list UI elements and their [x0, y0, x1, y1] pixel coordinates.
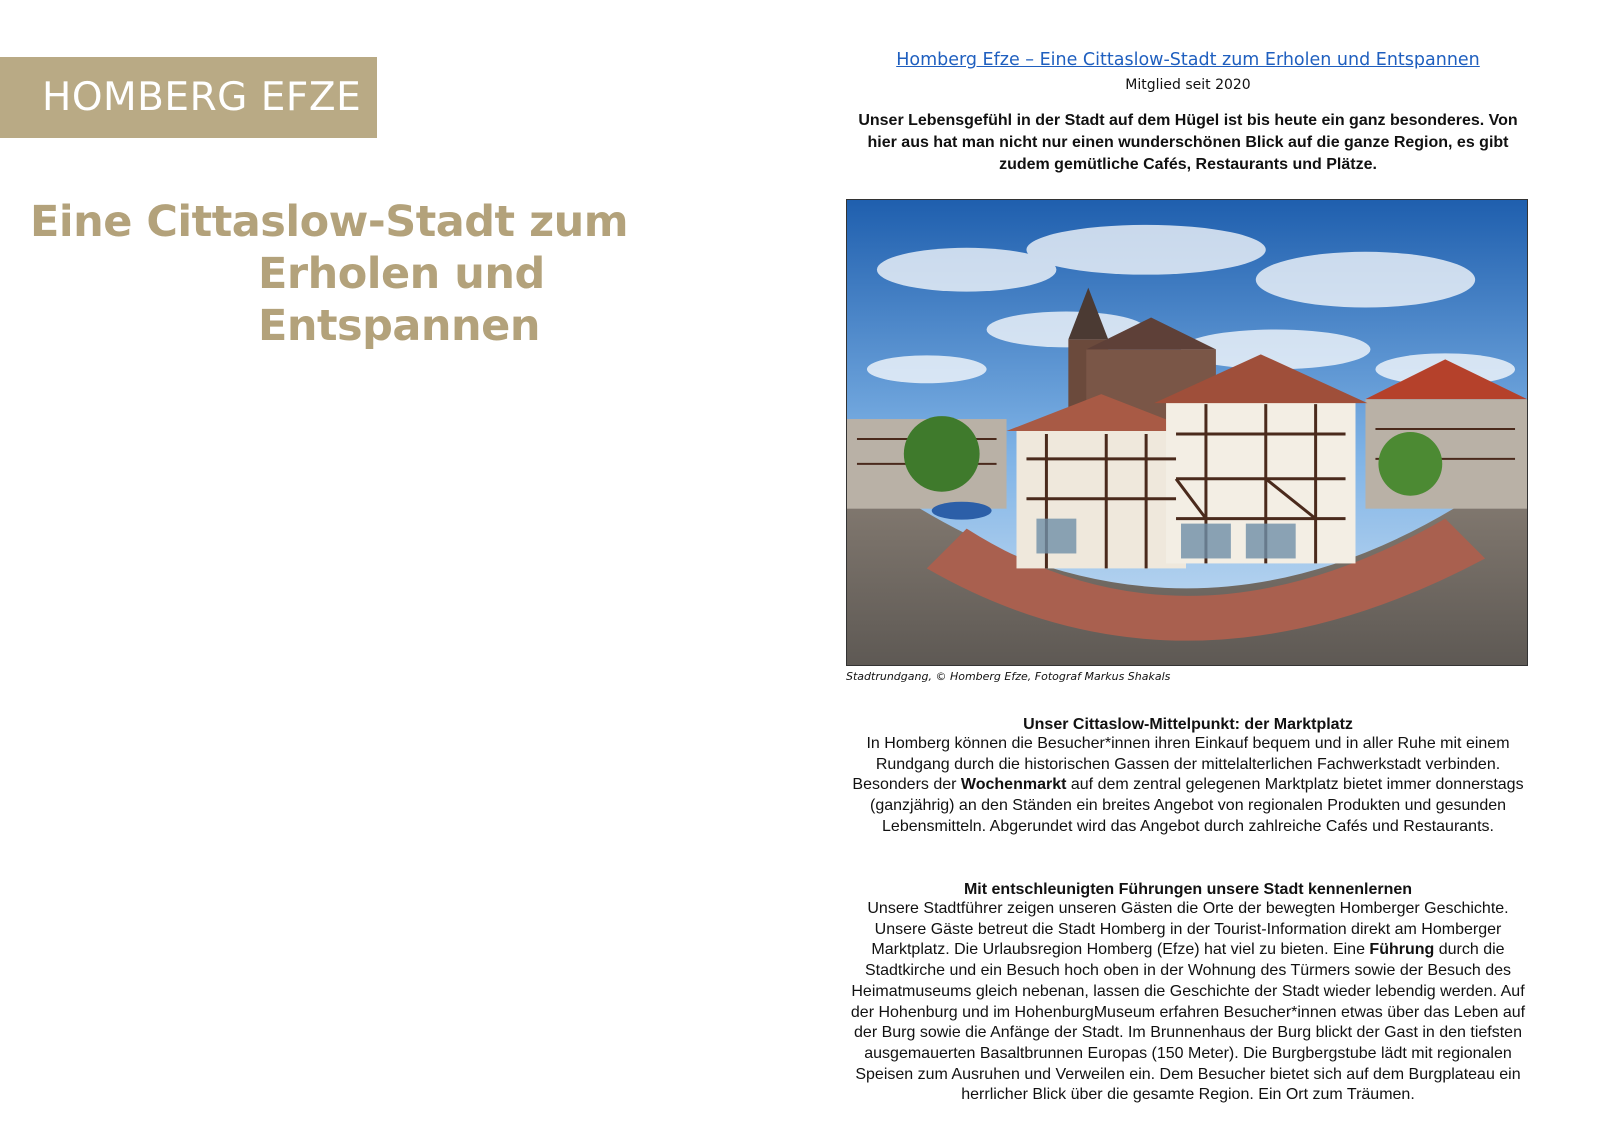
section-text: Unsere Stadtführer zeigen unseren Gästen die Orte der bewegten Homberger Geschichte. Unsere Gäste betreut die Stadt Homberg in der Tourist-Information direkt am Homberger Marktplatz. Die Urlaubsregion Homberg (Efze) hat viel zu bieten. Eine: [867, 900, 1509, 959]
member-since: Mitglied seit 2020: [1125, 77, 1251, 93]
section-fuehrungen: [846, 881, 1530, 1106]
section-bold-term: Führung: [1369, 941, 1435, 959]
section-body: [846, 899, 1530, 1106]
page-banner: [0, 57, 377, 138]
town-photo: [846, 199, 1528, 666]
page-headline: [30, 196, 770, 352]
section-bold-term: Wochenmarkt: [960, 776, 1067, 794]
section-title: Unser Cittaslow-Mittelpunkt: der Marktplatz: [1023, 716, 1353, 733]
section-body: [846, 734, 1530, 838]
section-text: auf dem zentral gelegenen Marktplatz bietet immer donnerstags (ganzjährig) an den Ständen ein breites Angebot von regionalen Produkten und gesunden Lebensmitteln. Abgerundet wird das Angebot durch zahlreiche Cafés und Restaurants.: [869, 776, 1524, 835]
headline-line-2: Erholen und Entspannen: [258, 249, 545, 351]
section-marktplatz: [846, 716, 1530, 838]
title-link[interactable]: Homberg Efze – Eine Cittaslow-Stadt zum Erholen und Entspannen: [896, 50, 1480, 70]
intro-text: Unser Lebensgefühl in der Stadt auf dem Hügel ist bis heute ein ganz besonderes. Von hier aus hat man nicht nur einen wunderschönen Blick auf die ganze Region, es gibt zudem gemütliche Cafés, Restaurants und Plätze.: [858, 112, 1518, 173]
section-text: durch die Stadtkirche und ein Besuch hoch oben in der Wohnung des Türmers sowie der Besuch des Heimatmuseums gleich nebenan, lassen die Geschichte der Stadt wieder lebendig werden. Auf der Hohenburg und im HohenburgMuseum erfahren Besucher*innen etwas über das Leben auf der Burg sowie die Anfänge der Stadt. Im Brunnenhaus der Burg blickt der Gast in den tiefsten ausgemauerten Basaltbrunnen Europas (150 Meter). Die Burgbergstube lädt mit regionalen Speisen zum Ausruhen und Verweilen ein. Dem Besucher bietet sich auf dem Burgplateau ein herrlicher Blick über die gesamte Region. Ein Ort zum Träumen.: [850, 941, 1526, 1104]
section-title: Mit entschleunigten Führungen unsere Stadt kennenlernen: [963, 881, 1413, 898]
section-text: In Homberg können die Besucher*innen ihren Einkauf bequem und in aller Ruhe mit einem Rundgang durch die historischen Gassen der mittelalterlichen Fachwerkstadt verbinden. Besonders der: [852, 735, 1510, 794]
banner-title: HOMBERG EFZE: [42, 75, 362, 120]
photo-caption: Stadtrundgang, © Homberg Efze, Fotograf Markus Shakals: [846, 670, 1171, 683]
headline-line-1: Eine Cittaslow-Stadt zum: [30, 197, 629, 247]
